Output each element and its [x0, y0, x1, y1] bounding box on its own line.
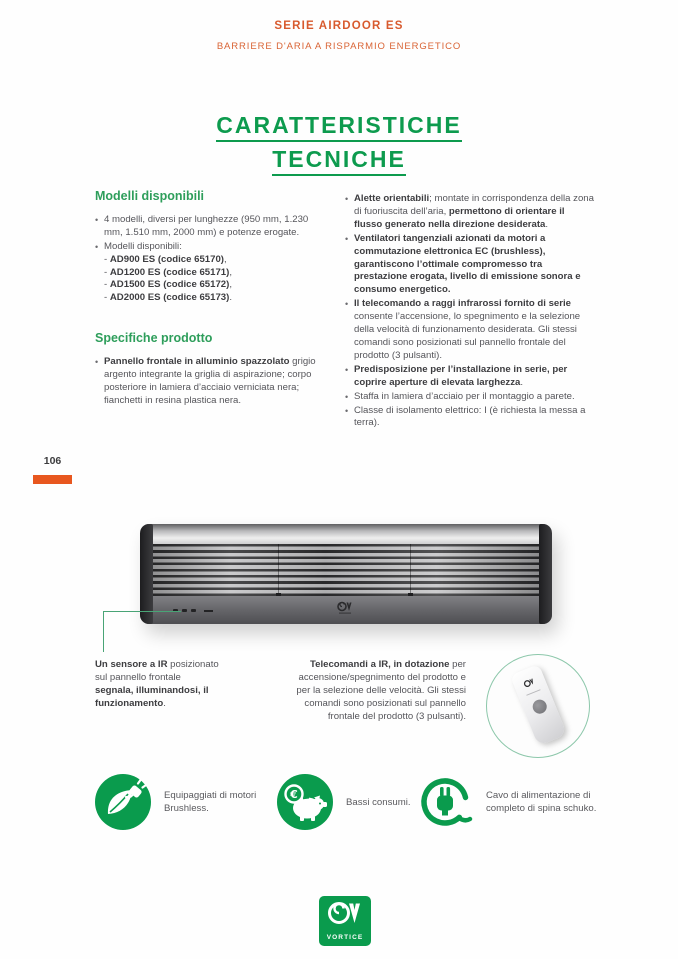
feature-brushless [95, 774, 276, 830]
bullet-text: 4 modelli, diversi per lunghezze (950 mm, 1.230 mm, 1.510 mm, 2000 mm) e potenze erogate. [104, 213, 309, 238]
bullet-item [345, 391, 594, 404]
device-body [140, 524, 552, 624]
vortice-brand-logo [319, 896, 371, 946]
bullet-text: Modelli disponibili: - AD900 ES (codice 65170), - AD1200 ES (codice 65171), - AD1500 ES (codice 65172), - AD2000 ES (codice 65173). [104, 241, 328, 306]
schuko-plug-icon [417, 774, 473, 830]
left-column [95, 190, 328, 409]
panel-button-icon [191, 609, 196, 612]
page-title [0, 112, 678, 180]
series-title: SERIE AIRDOOR ES [274, 20, 404, 32]
caption-remote-control: Telecomandi a IR, in dotazione per accensione/spegnimento del prodotto e per la selezione delle velocità. Gli stessi comandi sono posizionati sul pannello frontale del prodotto (3 pulsanti). [296, 659, 466, 722]
bullet-text: Ventilatori tangenziali azionati da motori a commutazione elettronica EC (brushless), garantiscono l’ottimale compromesso tra prestazione erogata, livello di emissione sonora e consumo energetico. [354, 232, 581, 296]
bullet-text: Classe di isolamento elettrico: I (è richiesta la messa a terra). [354, 404, 586, 429]
page-number: 106 [43, 455, 62, 467]
page-header [0, 20, 678, 52]
bullet-item [95, 356, 328, 408]
bullet-text: Staffa in lamiera d’acciaio per il montaggio a parete. [354, 390, 575, 402]
features-bullet-list [345, 193, 594, 430]
feature-label: Cavo di alimentazione di completo di spina schuko. [486, 790, 597, 814]
heading-modelli-disponibili: Modelli disponibili [95, 189, 205, 203]
series-subtitle: BARRIERE D'ARIA A RISPARMIO ENERGETICO [216, 41, 462, 52]
bullet-text: Alette orientabili; montate in corrispondenza della zona di fuoriuscita dell’aria, permettono di orientare il flusso generato nella direzione desiderata. [354, 193, 594, 230]
bullet-marker: • [345, 233, 349, 244]
bullet-subline: - AD1200 ES (codice 65171), [104, 266, 233, 278]
bullet-text: Predisposizione per l’installazione in serie, per coprire aperture di elevata larghezza. [354, 363, 568, 388]
svg-text:€: € [290, 788, 298, 801]
device-top-face [140, 524, 552, 544]
device-front-panel-strip [140, 596, 552, 624]
piggy-bank-euro-icon [277, 774, 333, 830]
bullet-subline: - AD900 ES (codice 65170), [104, 253, 227, 265]
specs-bullet-list [95, 356, 328, 408]
page-title-line1: CARATTERISTICHE [216, 112, 462, 142]
device-grille-seam [278, 544, 279, 596]
bullet-item [95, 214, 328, 240]
remote-button-icon [530, 698, 548, 716]
leader-line-vertical [103, 611, 104, 652]
remote-control-photo [486, 654, 590, 758]
bullet-subline: - AD1500 ES (codice 65172), [104, 279, 233, 291]
bullet-marker: • [95, 357, 99, 368]
bullet-item [345, 233, 594, 298]
ir-sensor-icon [204, 610, 213, 612]
bullet-marker: • [345, 405, 349, 416]
bullet-item [345, 193, 594, 232]
bullet-text: Pannello frontale in alluminio spazzolato grigio argento integrante la griglia di aspirazione; corpo posteriore in lamiera d’acciaio verniciata nera; fianchetti in resina plastica nera. [104, 356, 316, 406]
bullet-marker: • [345, 391, 349, 402]
right-column [345, 193, 594, 431]
vortice-logo-icon [319, 896, 371, 934]
feature-low-consumption [277, 774, 426, 830]
bullet-item [95, 241, 328, 306]
bullet-marker: • [345, 194, 349, 204]
bullet-marker: • [95, 241, 99, 252]
device-end-cap [140, 524, 153, 624]
models-bullet-list [95, 214, 328, 305]
bullet-marker: • [95, 214, 99, 225]
vortice-logo-mark-icon [336, 601, 356, 620]
device-end-cap [539, 524, 552, 624]
bullet-item [345, 364, 594, 390]
bullet-subline: - AD2000 ES (codice 65173). [104, 292, 233, 304]
feature-label: Equipaggiati di motori Brushless. [164, 790, 257, 814]
heading-specifiche-prodotto: Specifiche prodotto [95, 331, 213, 346]
bullet-marker: • [345, 299, 349, 310]
brand-name: VORTICE [326, 934, 364, 941]
feature-power-cable [417, 774, 614, 830]
feature-label: Bassi consumi. [346, 796, 411, 808]
page-title-line2: TECNICHE [272, 146, 406, 176]
page-number-tab [33, 455, 72, 484]
bullet-item [345, 298, 594, 363]
device-grille-seam [410, 544, 411, 596]
device-metal-sheen [140, 544, 552, 596]
caption-ir-sensor: Un sensore a IR posizionato sul pannello frontale segnala, illuminandosi, il funzionamento. [95, 659, 219, 709]
bullet-marker: • [345, 364, 349, 375]
bullet-item [345, 405, 594, 431]
brushless-leaf-plug-icon [95, 774, 151, 830]
air-curtain-product-image [140, 524, 552, 624]
bullet-text: Il telecomando a raggi infrarossi fornito di serie consente l’accensione, lo spegnimento e la selezione della velocità di funzionamento desiderata. Gli stessi comandi sono posizionati sul pannello frontale del prodotto (3 pulsanti). [354, 298, 581, 361]
remote-control-device [510, 664, 567, 746]
leader-line-horizontal [103, 611, 181, 612]
panel-button-icon [182, 609, 187, 612]
page-number-accent-bar [33, 475, 72, 484]
